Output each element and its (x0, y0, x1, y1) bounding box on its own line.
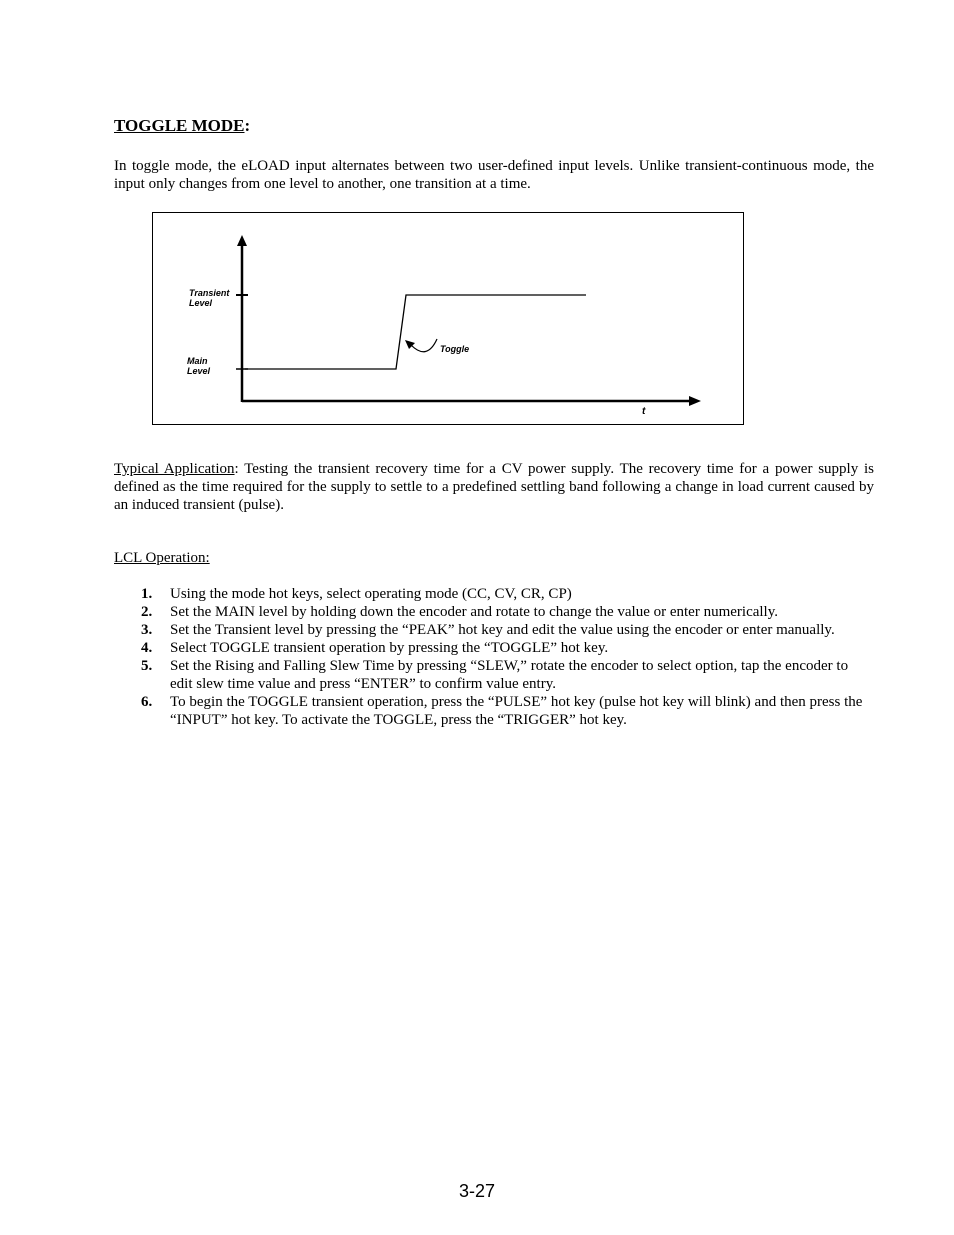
step-text: Set the Transient level by pressing the “PEAK” hot key and edit the value using the encoder or enter manually. (170, 622, 835, 638)
step-number: 1. (141, 586, 153, 602)
y-axis-arrow (237, 235, 247, 246)
section-title (114, 116, 250, 136)
toggle-diagram (152, 212, 744, 425)
step-number: 4. (141, 640, 153, 656)
toggle-label: Toggle (440, 344, 470, 354)
step-text: To begin the TOGGLE transient operation, press the “PULSE” hot key (pulse hot key will blink) and then press the “INPUT” hot key. To activate the TOGGLE, press the “TRIGGER” hot key. (170, 694, 863, 728)
list-item (114, 693, 874, 729)
time-axis-label: t (642, 406, 646, 417)
transient-label-line-2: Level (189, 298, 213, 308)
main-label-line-1: Main (187, 356, 208, 366)
section-title-colon: : (244, 116, 251, 135)
main-level-label (187, 356, 210, 376)
step-text: Set the Rising and Falling Slew Time by pressing “SLEW,” rotate the encoder to select option, tap the encoder to edit slew time value and press “ENTER” to confirm value entry. (170, 658, 849, 692)
list-item (114, 585, 874, 603)
step-number: 3. (141, 622, 153, 638)
typical-application-paragraph (114, 460, 874, 514)
step-number: 2. (141, 604, 153, 620)
section-title-text: TOGGLE MODE (114, 116, 245, 135)
lcl-steps-list (114, 585, 874, 729)
list-item (114, 657, 874, 693)
list-item (114, 639, 874, 657)
list-item (114, 603, 874, 621)
list-item (114, 621, 874, 639)
lcl-operation-heading: LCL Operation: (114, 550, 210, 566)
typical-application-heading: Typical Application (114, 461, 235, 477)
typical-application-text: : Testing the transient recovery time for a CV power supply. The recovery time for a power supply is defined as the time required for the supply to settle to a predefined settling band following a change in load current caused by an induced transient (pulse). (114, 461, 874, 513)
intro-paragraph: In toggle mode, the eLOAD input alternates between two user-defined input levels. Unlike transient-continuous mode, the input only changes from one level to another, one transition at a time. (114, 158, 874, 192)
step-text: Select TOGGLE transient operation by pressing the “TOGGLE” hot key. (170, 640, 609, 656)
step-number: 6. (141, 694, 153, 710)
page-number: 3-27 (458, 1181, 496, 1201)
toggle-pointer-arrow (411, 339, 437, 352)
step-text: Using the mode hot keys, select operating mode (CC, CV, CR, CP) (170, 586, 572, 602)
step-number: 5. (141, 658, 153, 674)
main-label-line-2: Level (187, 366, 211, 376)
transient-label-line-1: Transient (189, 288, 230, 298)
x-axis-arrow (689, 396, 701, 406)
toggle-waveform-svg (153, 213, 745, 426)
toggle-waveform (245, 295, 586, 369)
step-text: Set the MAIN level by holding down the encoder and rotate to change the value or enter numerically. (170, 604, 778, 620)
transient-level-label (189, 288, 229, 308)
